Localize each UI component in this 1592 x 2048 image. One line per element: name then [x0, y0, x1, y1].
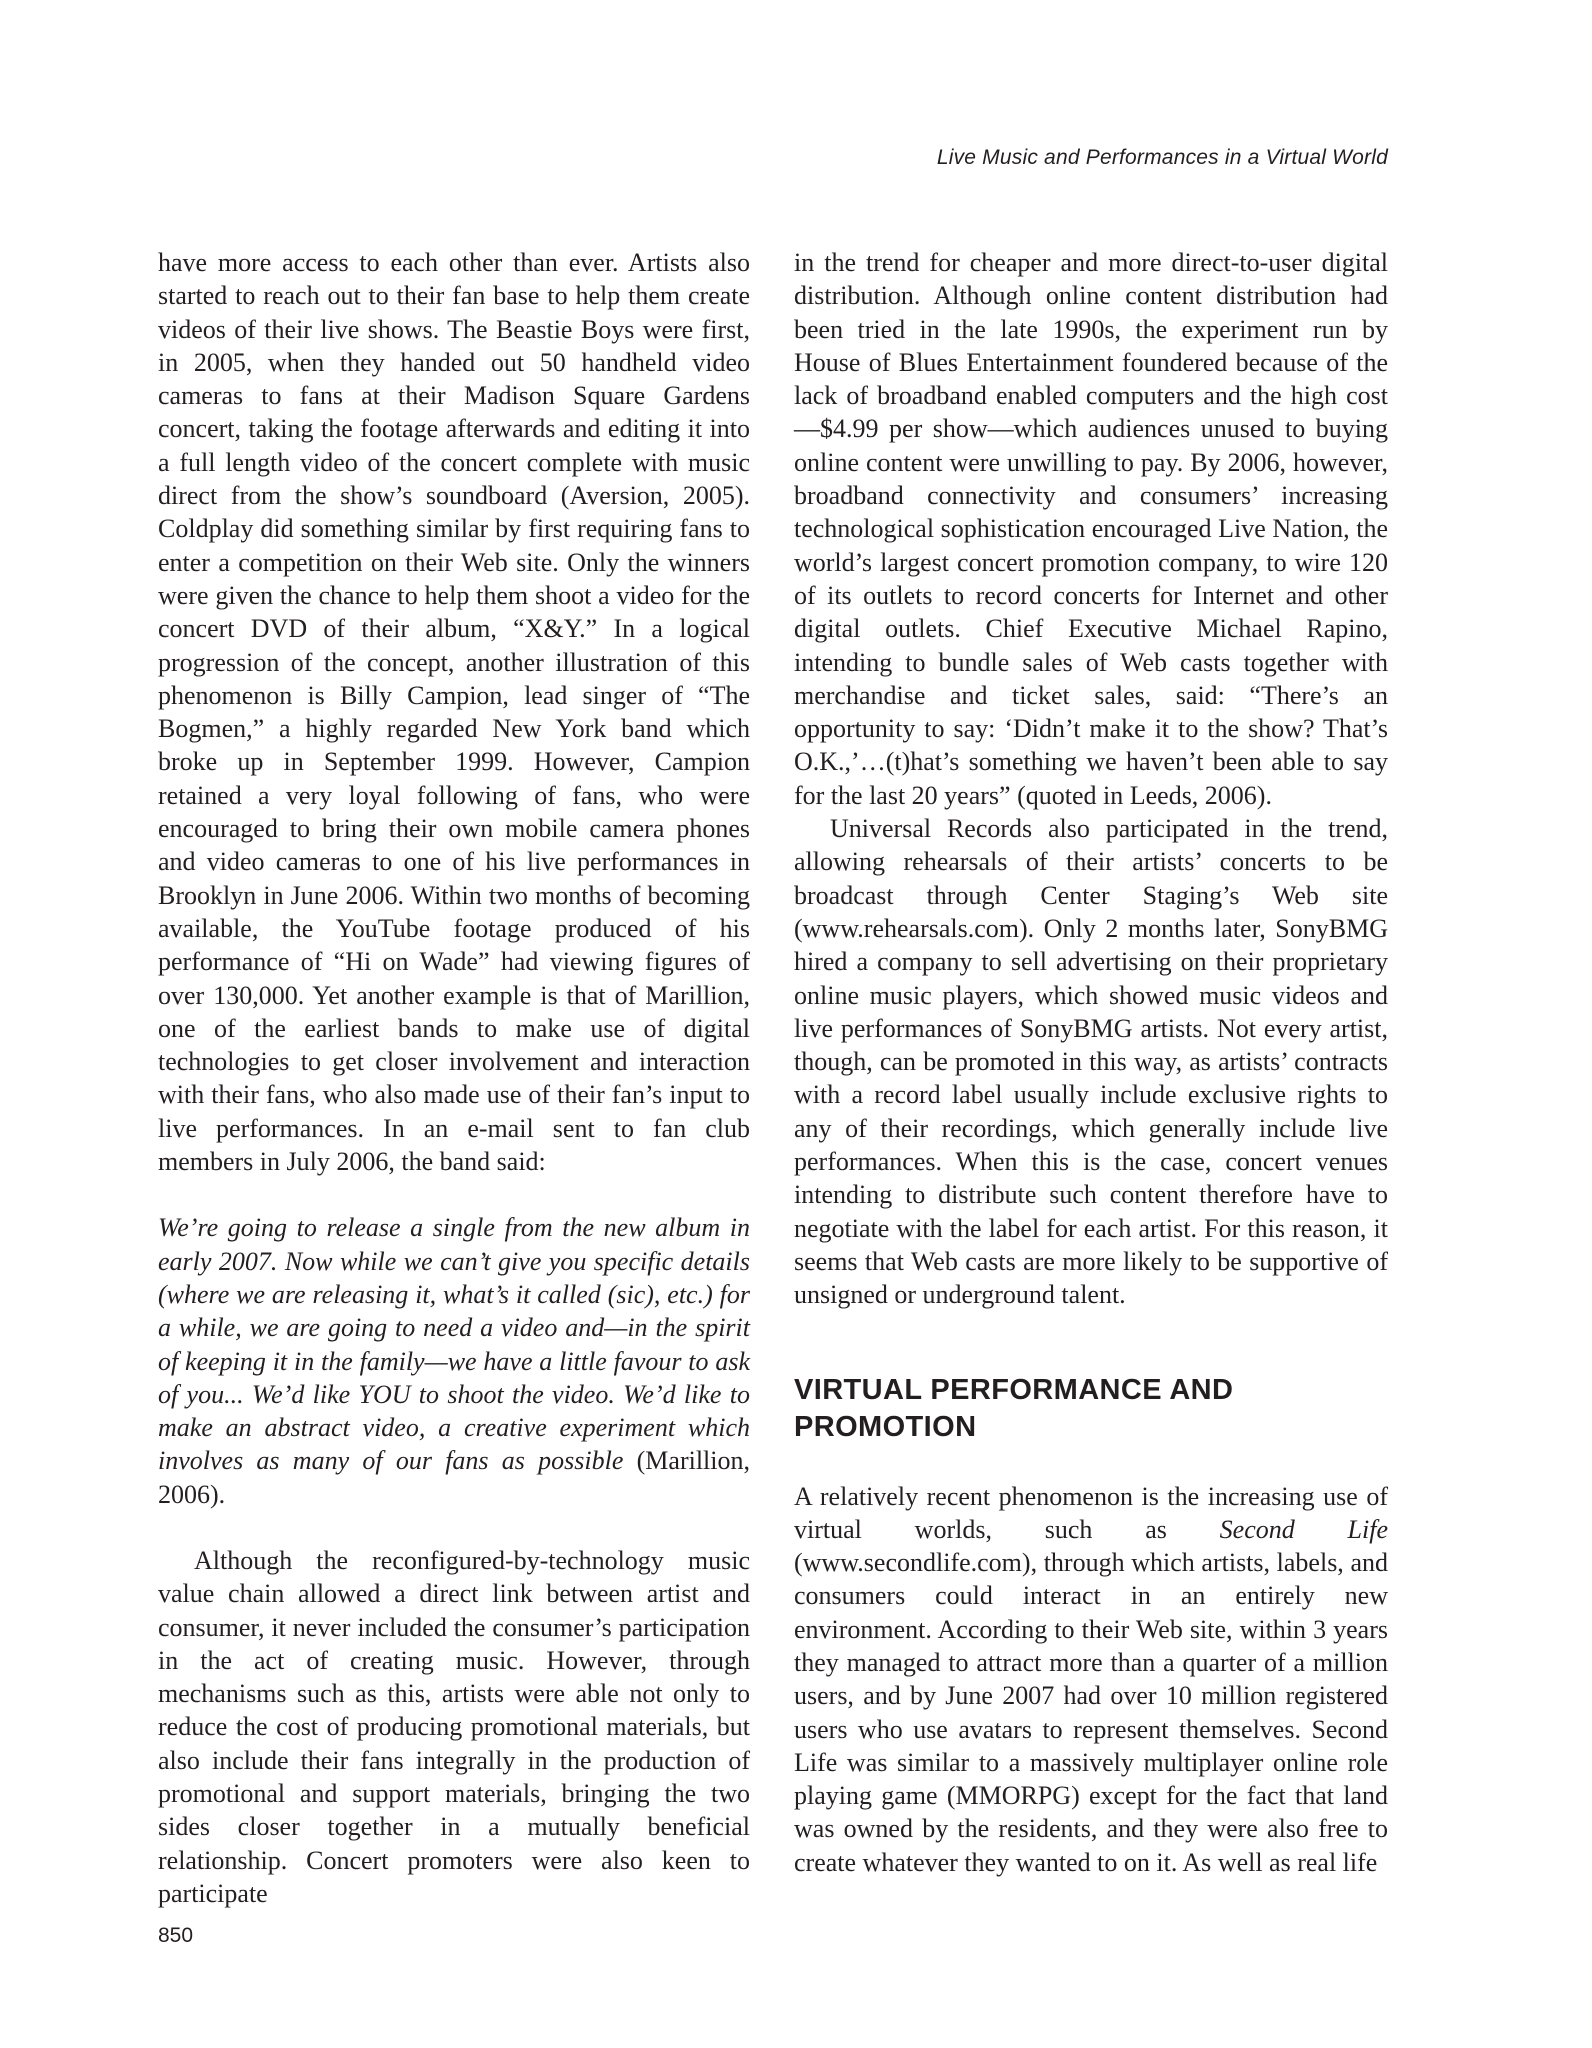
italic-term: Second Life — [1219, 1514, 1388, 1544]
running-head: Live Music and Performances in a Virtual World — [936, 146, 1388, 169]
section-heading: VIRTUAL PERFORMANCE AND PROMOTION — [794, 1373, 1234, 1443]
body-paragraph: Although the reconfigured-by-technology music value chain allowed a direct link between artist and consumer, it never included the consumer’s participation in the act of creating music. However, through mechanisms such as this, artists were able not only to reduce the cost of producing promotional materials, but also include their fans integrally in the production of promotional and support materials, bringing the two sides closer together in a mutually beneficial relationship. Concert promoters were also keen to participate — [158, 1545, 750, 1908]
body-paragraph: have more access to each other than ever. Artists also started to reach out to their fan base to help them create videos of their live shows. The Beastie Boys were first, in 2005, when they handed out 50 handheld video cameras to fans at their Madison Square Gardens concert, taking the footage afterwards and editing it into a full length video of the concert complete with music direct from the show’s soundboard (Aversion, 2005). Coldplay did something similar by first requiring fans to enter a competition on their Web site. Only the winners were given the chance to help them shoot a video for the concert DVD of their album, “X&Y.” In a logical progression of the concept, another illustration of this phenomenon is Billy Campion, lead singer of “The Bogmen,” a highly regarded New York band which broke up in September 1999. However, Campion retained a very loyal following of fans, who were encouraged to bring their own mobile camera phones and video cameras to one of his live performances in Brooklyn in June 2006. Within two months of becoming available, the YouTube footage produced of his performance of “Hi on Wade” had viewing figures of over 130,000. Yet another example is that of Marillion, one of the earliest bands to make use of digital technologies to get closer involvement and interaction with their fans, who also made use of their fan’s input to live performances. In an e-mail sent to fan club members in July 2006, the band said: — [158, 248, 750, 1177]
body-paragraph — [794, 1480, 1388, 1880]
quote-text: We’re going to release a single from the new album in early 2007. Now while we can’t give you specific details (where we are releasing it, what’s it called (sic), etc.) for a while, we are going to need a video and—in the spirit of keeping it in the family—we have a little favour to ask of you... We’d like YOU to shoot the video. We’d like to make an abstract video, a creative experiment which involves as many of our fans as possible — [158, 1213, 750, 1476]
left-column — [158, 246, 750, 1910]
quote-citation: (Marillion, 2006). — [158, 1446, 750, 1509]
paragraph-text: (www.secondlife.com), through which artists, labels, and consumers could interact in an entirely new environment. According to their Web site, within 3 years they managed to attract more than a quarter of a million users, and by June 2007 had over 10 million registered users who use avatars to represent themselves. Second Life was similar to a massively multiplayer online role playing game (MMORPG) except for the fact that land was owned by the residents, and they were also free to create whatever they wanted to on it. As well as real life — [794, 1548, 1388, 1877]
body-paragraph: in the trend for cheaper and more direct-to-user digital distribution. Although online content distribution had been tried in the late 1990s, the experiment run by House of Blues Entertainment foundered because of the lack of broadband enabled computers and the high cost—$4.99 per show—which audiences unused to buying online content were unwilling to pay. By 2006, however, broadband connectivity and consumers’ increasing technological sophistication encouraged Live Nation, the world’s largest concert promotion company, to wire 120 of its outlets to record concerts for Internet and other digital outlets. Chief Executive Michael Rapino, intending to bundle sales of Web casts together with merchandise and ticket sales, said: “There’s an opportunity to say: ‘Didn’t make it to the show? That’s O.K.,’…(t)hat’s something we haven’t been able to say for the last 20 years” (quoted in Leeds, 2006). — [794, 248, 1388, 810]
body-paragraph: Universal Records also participated in the trend, allowing rehearsals of their artists’ concerts to be broadcast through Center Staging’s Web site (www.rehearsals.com). Only 2 months later, SonyBMG hired a company to sell advertising on their proprietary online music players, which showed music videos and live performances of SonyBMG artists. Not every artist, though, can be promoted in this way, as artists’ contracts with a record label usually include exclusive rights to any of their recordings, which generally include live performances. When this is the case, concert venues intending to distribute such content therefore have to negotiate with the label for each artist. For this reason, it seems that Web casts are more likely to be supportive of unsigned or underground talent. — [794, 814, 1388, 1310]
block-quote — [158, 1211, 750, 1511]
paragraph-text: A relatively recent phenomenon is the increasing use of virtual worlds, such as — [794, 1481, 1388, 1544]
page-number: 850 — [158, 1924, 194, 1947]
right-column — [794, 246, 1388, 1879]
